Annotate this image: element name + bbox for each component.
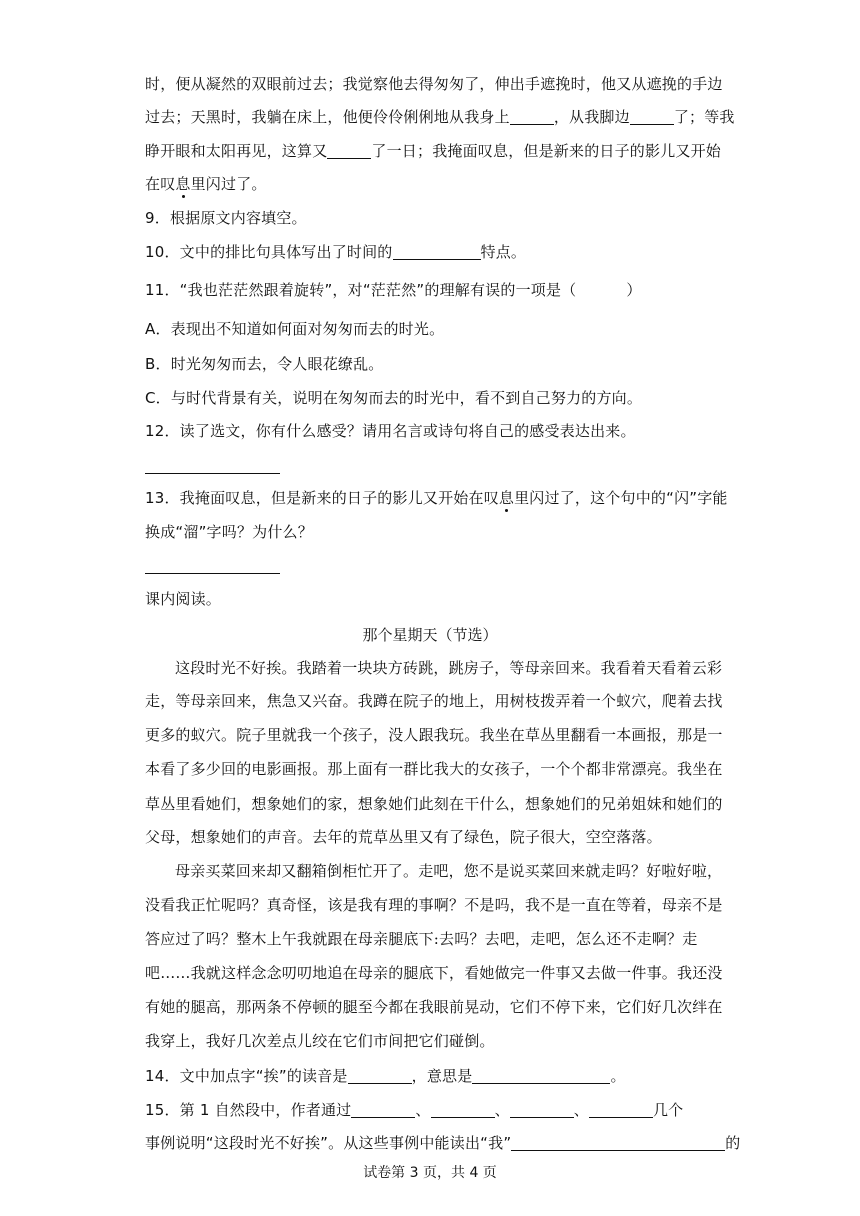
question-text: 事例说明“这段时光不好挨”。从这些事例中能读出“我”: [145, 1134, 512, 1152]
question-13-line-1: [145, 488, 728, 508]
answer-blank[interactable]: [348, 1068, 412, 1084]
passage-line-1: 时，便从凝然的双眼前过去；我觉察他去得匆匆了，伸出手遮挽时，他又从遮挽的手边: [145, 75, 723, 93]
question-text: 特点。: [480, 243, 527, 261]
article-p2-line: 母亲买菜回来却又翻箱倒柜忙开了。走吧，您不是说买菜回来就走吗？好啦好啦，: [175, 862, 723, 880]
separator: 、: [415, 1101, 431, 1119]
passage-text: ，从我脚边: [553, 108, 630, 126]
answer-line-12[interactable]: [145, 473, 280, 474]
passage-text: 过去；天黑时，我躺在床上，他便伶伶俐俐地从我身上: [145, 108, 510, 126]
article-p1-line: 父母，想象她们的声音。去年的荒草丛里又有了绿色，院子很大，空空落落。: [145, 828, 662, 846]
answer-blank[interactable]: [393, 244, 481, 260]
answer-blank[interactable]: [351, 1102, 415, 1118]
separator: 、: [494, 1101, 510, 1119]
question-9: 9．根据原文内容填空。: [145, 209, 307, 227]
passage-text: 里闪过了。: [190, 175, 267, 193]
emphasis-dot-char: 息: [175, 175, 191, 193]
passage-text: 了；等我: [673, 108, 735, 126]
passage-line-2: [145, 107, 735, 127]
answer-blank[interactable]: [511, 1135, 725, 1151]
option-c: C．与时代背景有关，说明在匆匆而去的时光中，看不到自己努力的方向。: [145, 389, 643, 407]
fill-blank[interactable]: [510, 109, 554, 125]
question-11: [145, 280, 720, 300]
article-p1-line: 走，等母亲回来，焦急又兴奋。我蹲在院子的地上，用树枝拨弄着一个蚁穴，爬着去找: [145, 692, 723, 710]
article-p2-line: 我穿上，我好几次差点儿绞在它们市间把它们碰倒。: [145, 1032, 495, 1050]
passage-text: 了一日；我掩面叹息，但是新来的日子的影儿又开始: [371, 142, 722, 160]
article-p1-line: 这段时光不好挨。我踏着一块块方砖跳，跳房子，等母亲回来。我看着天看着云彩: [175, 659, 723, 677]
page-footer: 试卷第 3 页，共 4 页: [363, 1165, 497, 1181]
answer-line-13[interactable]: [145, 573, 280, 574]
question-text: 10．文中的排比句具体写出了时间的: [145, 243, 393, 261]
question-text: 15．第 1 自然段中，作者通过: [145, 1101, 352, 1119]
question-text: 几个: [652, 1101, 684, 1119]
question-14: [145, 1066, 720, 1086]
fill-blank[interactable]: [327, 143, 371, 159]
fill-blank[interactable]: [630, 109, 674, 125]
passage-line-3: [145, 141, 720, 161]
question-text: 的: [725, 1134, 741, 1152]
question-text: 13．我掩面叹息，但是新来的日子的影儿又开始在叹: [145, 489, 499, 507]
option-b: B．时光匆匆而去，令人眼花缭乱。: [145, 355, 384, 373]
article-p2-line: 答应过了吗？整木上午我就跟在母亲腿底下:去吗？去吧，走吧，怎么还不走啊？走: [145, 930, 698, 948]
question-text: 。: [610, 1067, 626, 1085]
passage-text: 睁开眼和太阳再见，这算又: [145, 142, 328, 160]
question-text: ，意思是: [411, 1067, 473, 1085]
answer-blank[interactable]: [510, 1102, 574, 1118]
article-p2-line: 有她的腿高，那两条不停顿的腿至今都在我眼前晃动，它们不停下来，它们好几次绊在: [145, 998, 723, 1016]
question-13-line-2: 换成“溜”字吗？为什么？: [145, 523, 313, 541]
question-10: [145, 242, 720, 262]
article-p1-line: 草丛里看她们，想象她们的家，想象她们此刻在干什么，想象她们的兄弟姐妹和她们的: [145, 795, 723, 813]
option-a: A．表现出不知道如何面对匆匆而去的时光。: [145, 320, 445, 338]
answer-blank[interactable]: [431, 1102, 495, 1118]
question-text: 里闪过了，这个句中的“闪”字能: [514, 489, 728, 507]
question-12: 12．读了选文，你有什么感受？请用名言或诗句将自己的感受表达出来。: [145, 422, 636, 440]
article-p1-line: 更多的蚁穴。院子里就我一个孩子，没人跟我玩。我坐在草丛里翻看一本画报，那是一: [145, 726, 723, 744]
question-text: ）: [626, 281, 642, 299]
question-text: 11．“我也茫茫然跟着旋转”，对“茫茫然”的理解有误的一项是（: [145, 281, 577, 299]
question-15-line-1: [145, 1100, 720, 1120]
article-p2-line: 没看我正忙呢吗？真奇怪，该是我有理的事啊？不是吗，我不是一直在等着，母亲不是: [145, 896, 723, 914]
section-intro: 课内阅读。: [145, 590, 222, 608]
article-title: 那个星期天（节选）: [362, 626, 498, 644]
answer-blank[interactable]: [472, 1068, 610, 1084]
emphasis-dot-char: 息: [498, 489, 515, 507]
question-text: 14．文中加点字“挨”的读音是: [145, 1067, 348, 1085]
article-p2-line: 吧……我就这样念念叨叨地追在母亲的腿底下，看她做完一件事又去做一件事。我还没: [145, 964, 723, 982]
article-p1-line: 本看了多少回的电影画报。那上面有一群比我大的女孩子，一个个都非常漂亮。我坐在: [145, 760, 723, 778]
separator: 、: [573, 1101, 589, 1119]
passage-text: 在叹: [145, 175, 176, 193]
question-15-line-2: [145, 1133, 741, 1153]
passage-line-4: [145, 174, 720, 194]
answer-blank[interactable]: [589, 1102, 653, 1118]
